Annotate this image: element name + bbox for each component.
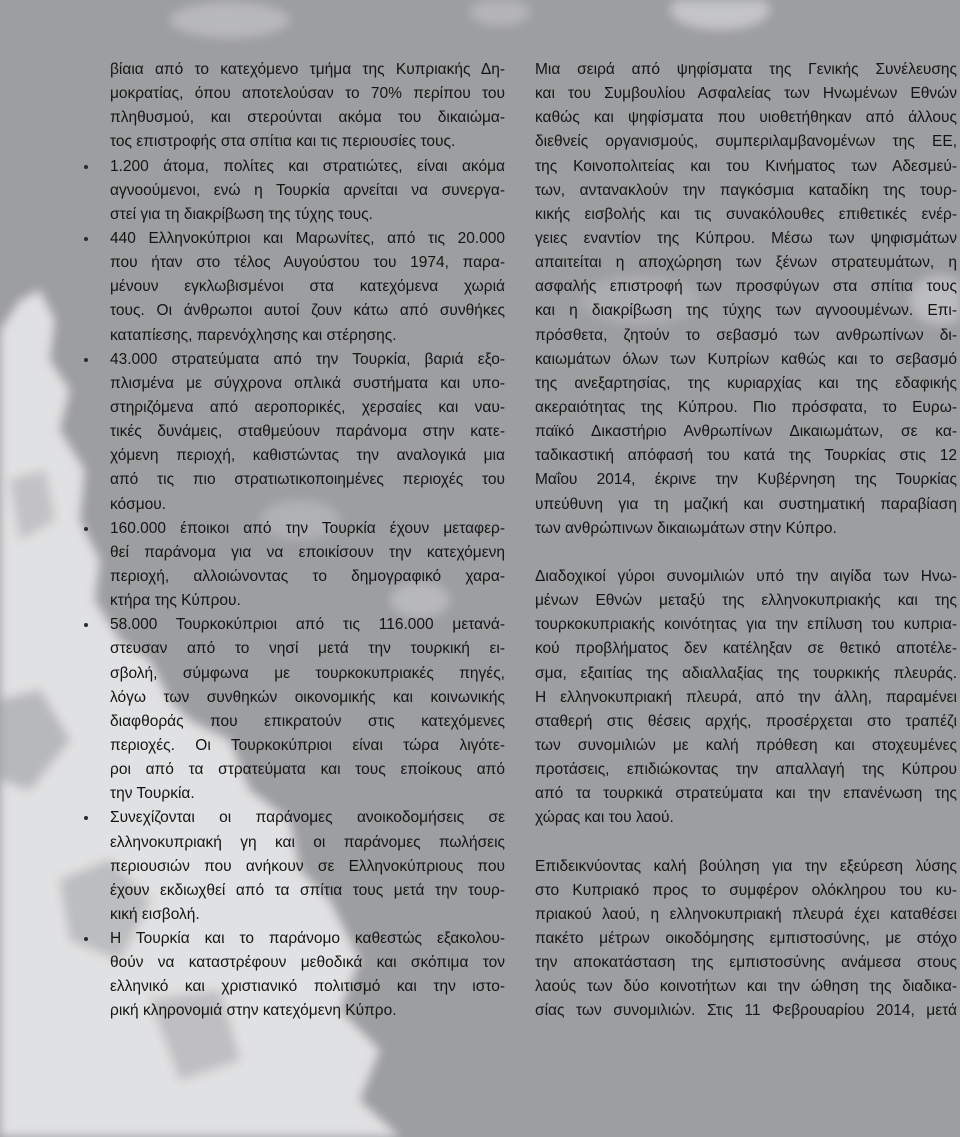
text-line: σίας των συνομιλιών. Στις 11 Φεβρουαρίου 2014, μετά [535,1002,957,1020]
text-line: περιουσιών που ανήκουν σε Ελληνοκύπριους που [110,857,505,875]
text-line: κόσμου. [110,495,167,513]
text-line: καταπίεσης, παρενόχλησης και στέρησης. [110,326,397,344]
text-line: την αποκατάσταση της εμπιστοσύνης ανάμεσα στους [535,954,957,972]
text-line: των ανθρώπινων δικαιωμάτων στην Κύπρο. [535,519,837,537]
text-line: σβολή, σύμφωνα με τουρκοκυπριακές πηγές, [110,664,505,682]
text-line: της Κοινοπολιτείας και του Κινήματος των Αδεσμεύ- [535,157,957,175]
bullet-item [110,155,505,227]
text-line: σταθερή στις θέσεις αρχής, προσέρχεται στο τραπέζι [535,712,957,730]
text-line: από τα τουρκικά στρατεύματα και την επανένωση της [535,785,957,803]
text-line: ρική κληρονομιά στην κατεχόμενη Κύπρο. [110,1002,397,1020]
text-line: κικής εισβολής και τις συνακόλουθες επιθετικές ενέρ- [535,205,957,223]
text-line: ακεραιότητας της Κύπρου. Πιο πρόσφατα, το Ευρω- [535,398,957,416]
text-line: προτάσεις, επιδιώκοντας την απαλλαγή της Κύπρου [535,761,957,779]
text-line: μένουν εγκλωβισμένοι στα κατεχόμενα χωριά [110,278,505,296]
text-line: Μια σειρά από ψηφίσματα της Γενικής Συνέλευσης [535,61,957,78]
right-column [535,58,957,1024]
text-line: καιωμάτων όλων των Κυπρίων καθώς και το σεβασμό [535,350,957,368]
text-line: και η διακρίβωση της τύχης των αγνοουμένων. Επι- [535,302,957,320]
text-line: την Τουρκία. [110,785,195,803]
text-line: ταδικαστική απόφασή του κατά της Τουρκίας στις 12 [535,447,957,465]
text-line: χώρας και του λαού. [535,809,674,827]
text-line: Διαδοχικοί γύροι συνομιλιών υπό την αιγίδα των Ηνω- [535,567,957,585]
text-line: τουρκοκυπριακής κοινότητας για την επίλυση του κυπρια- [535,616,957,634]
background-patch [470,0,530,26]
text-line: και του Συμβουλίου Ασφαλείας των Ηνωμένων Εθνών [535,85,957,103]
text-line: στο Κυπριακό προς το συμφέρον ολόκληρου του κυ- [535,881,957,899]
bullet-list [110,155,505,1024]
text-line: πληθυσμού, και στερούνται ακόμα του δικαιώμα- [110,109,505,127]
text-line: τους. Οι άνθρωποι αυτοί ζουν κάτω από συνθήκες [110,302,505,320]
text-line: ελληνοκυπριακή γη και οι παράνομες πωλήσεις [110,833,505,851]
text-line: παϊκό Δικαστήριο Ανθρωπίνων Δικαιωμάτων, σε κα- [535,423,957,441]
text-line: στηριζόμενα από αεροπορικές, χερσαίες και ναυ- [110,398,505,416]
text-line: διαφθοράς που επικρατούν στις κατεχόμενες [110,712,505,730]
text-line: έχουν εκδιωχθεί από τα σπίτια τους μετά την τουρ- [110,881,505,899]
text-line: κού προβλήματος δεν κατέληξαν σε θετικό αποτέλε- [535,640,957,658]
text-line: Συνεχίζονται οι παράνομες ανοικοδομήσεις σε [110,809,505,827]
bullet-item [110,348,505,517]
bullet-icon [84,358,88,362]
text-line: ελληνικό και χριστιανικό πολιτισμό και την ιστο- [110,978,505,996]
text-line: Η Τουρκία και το παράνομο καθεστώς εξακολου- [110,930,505,948]
intro-paragraph [110,58,505,155]
text-line: στεί για τη διακρίβωση της τύχης τους. [110,205,373,223]
text-line: από τις πιο στρατιωτικοποιημένες περιοχές του [110,471,505,489]
text-line: διεθνείς οργανισμούς, συμπεριλαμβανομένων της ΕΕ, [535,133,957,151]
bullet-icon [84,237,88,241]
text-line: Η ελληνοκυπριακή πλευρά, από την άλλη, παραμένει [535,688,957,706]
text-line: σμα, εξαιτίας της αδιαλλαξίας της τουρκικής πλευράς. [535,664,957,682]
left-column [110,58,505,1024]
text-line: κτήρα της Κύπρου. [110,592,241,610]
bullet-item [110,517,505,614]
text-line: 43.000 στρατεύματα από την Τουρκία, βαριά εξο- [110,350,505,368]
text-line: τικές δυνάμεις, σταθμεύουν παράνομα στην κατε- [110,423,505,441]
text-line: που ήταν στο τέλος Αυγούστου του 1974, παρα- [110,254,505,272]
text-line: Επιδεικνύοντας καλή βούληση για την εξεύρεση λύσης [535,857,957,875]
bullet-item [110,613,505,806]
text-line: πρόσθετα, ζητούν το σεβασμό των ανθρωπίνων δι- [535,326,957,344]
bullet-icon [84,527,88,531]
text-line: κική εισβολή. [110,905,200,923]
text-line: θούν να καταστρέφουν μεθοδικά και σκόπιμα τον [110,954,505,972]
text-line: περιοχή, αλλοιώνοντας το δημογραφικό χαρα- [110,567,505,585]
text-line: τος επιστροφής στα σπίτια και τις περιουσίες τους. [110,133,456,151]
text-line: Μαΐου 2014, έκρινε την Κυβέρνηση της Τουρκίας [535,471,957,489]
text-line: λόγω των συνθηκών οικονομικής και κοινωνικής [110,688,505,706]
paragraph [535,855,957,1024]
text-line: των, αντανακλούν την παγκόσμια καταδίκη της τουρ- [535,181,957,199]
text-line: καθώς και ψηφίσματα που υιοθετήθηκαν από άλλους [535,109,957,127]
text-line: μοκρατίας, όπου αποτελούσαν το 70% περίπου του [110,85,505,103]
text-line: αγνοούμενοι, ενώ η Τουρκία αρνείται να συνεργα- [110,181,505,199]
text-line: βίαια από το κατεχόμενο τμήμα της Κυπριακής Δη- [110,61,505,78]
text-line: πλισμένα με σύγχρονα οπλικά συστήματα και υπο- [110,374,505,392]
text-line: πριακού λαού, η ελληνοκυπριακή πλευρά έχει καταθέσει [535,905,957,923]
text-line: 160.000 έποικοι από την Τουρκία έχουν μεταφερ- [110,519,505,537]
text-line: θεί παράνομα για να εποικίσουν την κατεχόμενη [110,543,505,561]
text-line: των συνομιλιών με καλή πρόθεση και στοχευμένες [535,736,957,754]
text-line: λαούς των δύο κοινοτήτων και την ώθηση της διαδικα- [535,978,957,996]
paragraph [535,565,957,831]
text-line: στευσαν από το νησί μετά την τουρκική ει- [110,640,505,658]
text-line: χόμενη περιοχή, καθιστώντας την αναλογικά μια [110,447,505,465]
text-line: ασφαλής επιστροφή των προσφύγων στα σπίτια τους [535,278,957,296]
text-line: πακέτο μέτρων οικοδόμησης εμπιστοσύνης, με στόχο [535,930,957,948]
text-line: ροι από τα στρατεύματα και τους εποίκους από [110,761,505,779]
text-line: απαιτείται η αποχώρηση των ξένων στρατευμάτων, η [535,254,957,272]
text-line: 58.000 Τουρκοκύπριοι από τις 116.000 μετανά- [110,616,505,634]
text-line: υπεύθυνη για τη μαζική και συστηματική παραβίαση [535,495,957,513]
paragraph [535,58,957,541]
bullet-item [110,806,505,927]
background-patch [670,0,770,30]
bullet-item [110,227,505,348]
text-line: της ανεξαρτησίας, της κυριαρχίας και της εδαφικής [535,374,957,392]
text-line: μένων Εθνών μεταξύ της ελληνοκυπριακής και της [535,592,957,610]
bullet-icon [84,165,88,169]
text-line: γειες εναντίον της Κύπρου. Μέσω των ψηφισμάτων [535,229,957,247]
text-line: 440 Ελληνοκύπριοι και Μαρωνίτες, από τις 20.000 [110,229,505,247]
background-patch [170,2,290,38]
text-line: περιοχές. Οι Τουρκοκύπριοι είναι τώρα λιγότε- [110,736,505,754]
text-line: 1.200 άτομα, πολίτες και στρατιώτες, είναι ακόμα [110,157,505,175]
bullet-item [110,927,505,1024]
